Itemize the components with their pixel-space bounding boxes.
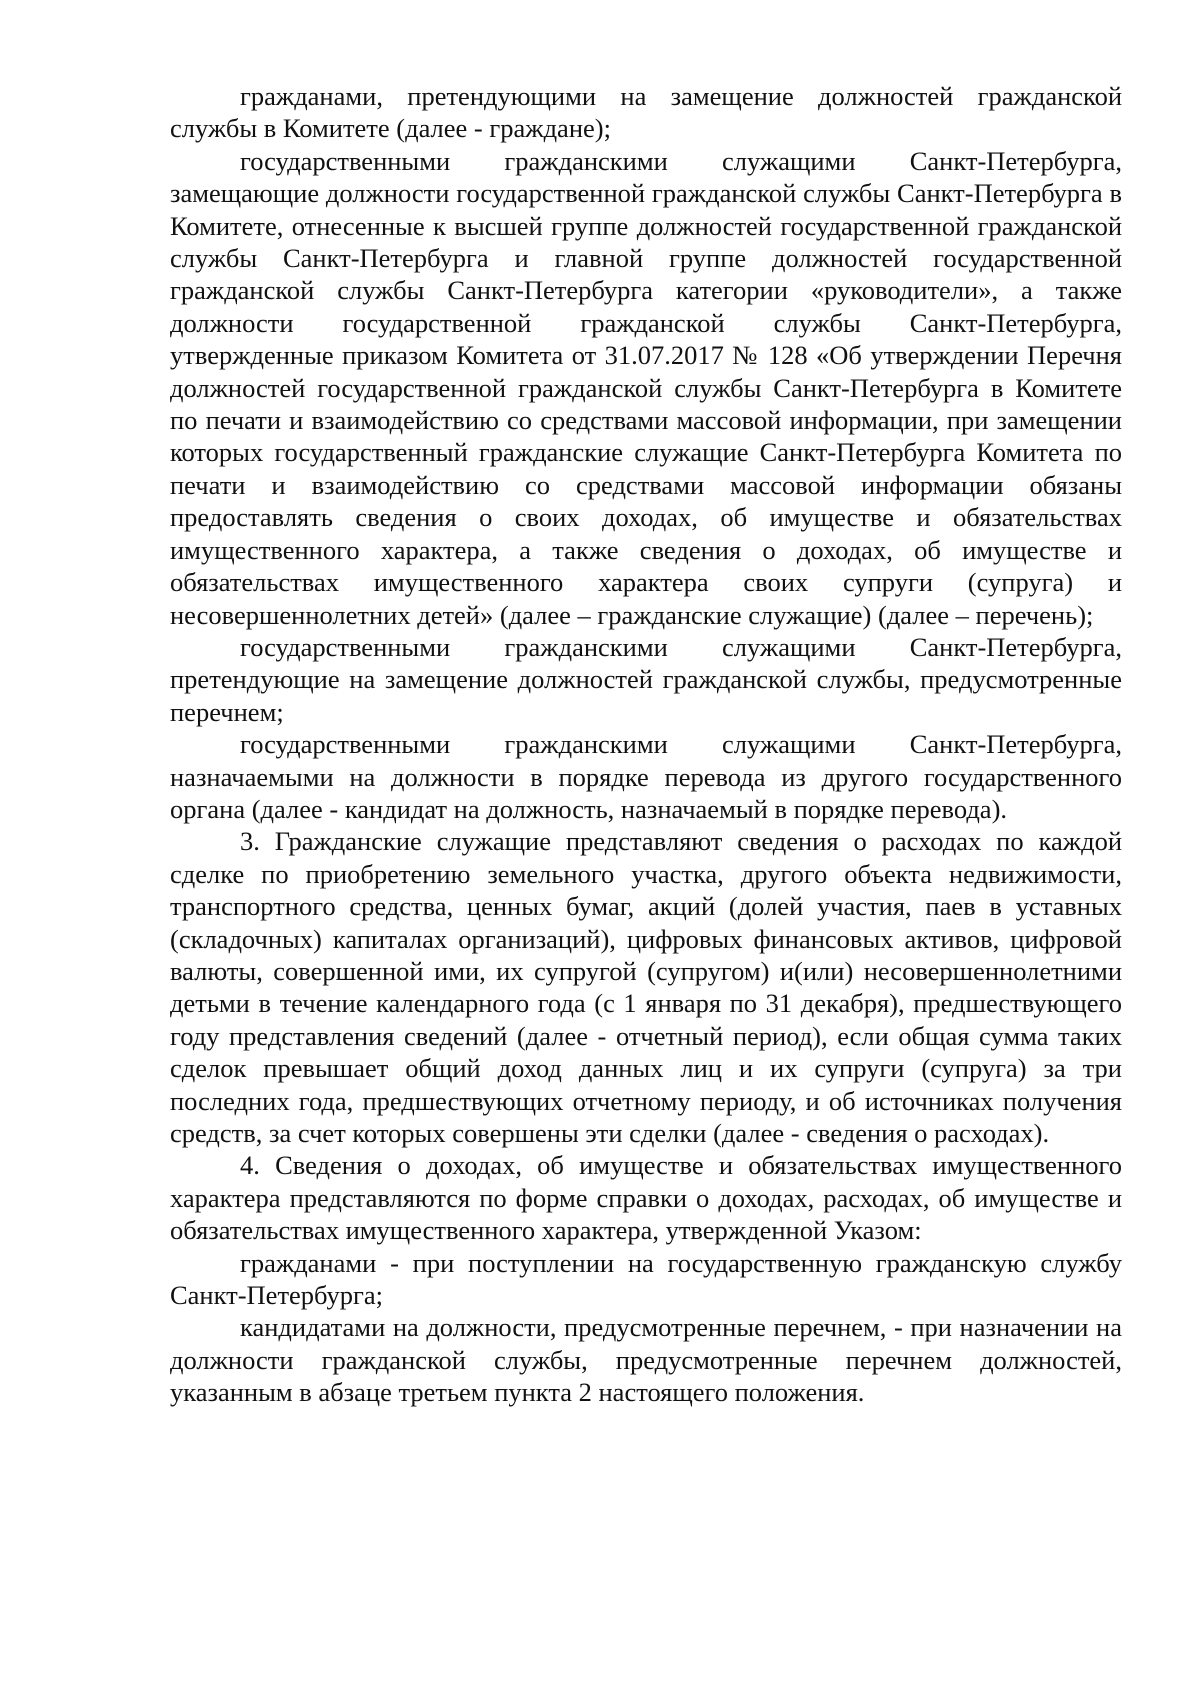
paragraph-civil-servants-applicants: государственными гражданскими служащими Санкт-Петербурга, претендующие на замещение должностей гражданской службы, предусмотренные перечнем; [170,631,1122,727]
paragraph-civil-servants-positions: государственными гражданскими служащими Санкт-Петербурга, замещающие должности государственной гражданской службы Санкт-Петербурга в Комитете, отнесенные к высшей группе должностей государственной гражданской службы Санкт-Петербурга и главной группе должностей государственной гражданской службы Санкт-Петербурга категории «руководители», а также должности государственной гражданской службы Санкт-Петербурга, утвержденные приказом Комитета от 31.07.2017 № 128 «Об утверждении Перечня должностей государственной гражданской службы Санкт-Петербурга в Комитете по печати и взаимодействию со средствами массовой информации, при замещении которых государственный гражданские служащие Санкт-Петербурга Комитета по печати и взаимодействию со средствами массовой информации обязаны предоставлять сведения о своих доходах, об имуществе и обязательствах имущественного характера, а также сведения о доходах, об имуществе и обязательствах имущественного характера своих супруги (супруга) и несовершеннолетних детей» (далее – гражданские служащие) (далее – перечень); [170,145,1122,630]
paragraph-citizens: гражданами, претендующими на замещение должностей гражданской службы в Комитете (далее - граждане); [170,81,1122,144]
paragraph-item-3: 3. Гражданские служащие представляют сведения о расходах по каждой сделке по приобретению земельного участка, другого объекта недвижимости, транспортного средства, ценных бумаг, акций (долей участия, паев в уставных (складочных) капиталах организаций), цифровых финансовых активов, цифровой валюты, совершенной ими, их супругой (супругом) и(или) несовершеннолетними детьми в течение календарного года (с 1 января по 31 декабря), предшествующего году представления сведений (далее - отчетный период), если общая сумма таких сделок превышает общий доход данных лиц и их супруги (супруга) за три последних года, предшествующих отчетному периоду, и об источниках получения средств, за счет которых совершены эти сделки (далее - сведения о расходах). [170,826,1122,1148]
document-page [170,80,1122,1409]
paragraph-candidates: кандидатами на должности, предусмотренные перечнем, - при назначении на должности гражданской службы, предусмотренные перечнем должностей, указанным в абзаце третьем пункта 2 настоящего положения. [170,1312,1122,1408]
paragraph-citizens-admission: гражданами - при поступлении на государственную гражданскую службу Санкт-Петербурга; [170,1247,1122,1311]
paragraph-item-4: 4. Сведения о доходах, об имуществе и обязательствах имущественного характера представляются по форме справки о доходах, расходах, об имуществе и обязательствах имущественного характера, утвержденной Указом: [170,1150,1122,1246]
paragraph-civil-servants-transfer: государственными гражданскими служащими Санкт-Петербурга, назначаемыми на должности в порядке перевода из другого государственного органа (далее - кандидат на должность, назначаемый в порядке перевода). [170,729,1122,824]
